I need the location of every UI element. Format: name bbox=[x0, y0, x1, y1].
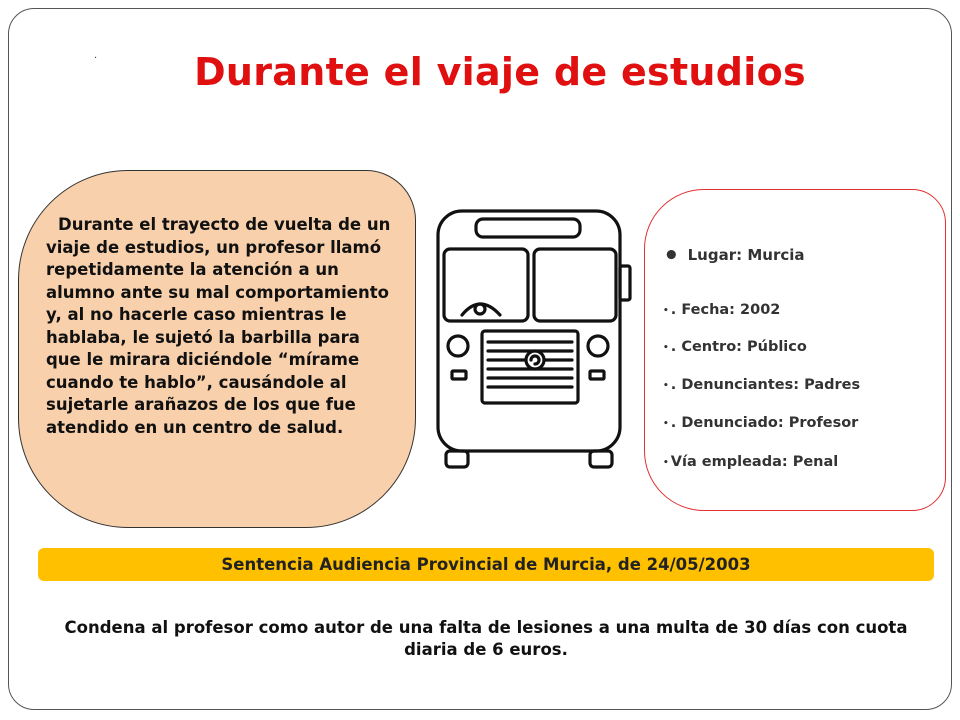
fact-school bbox=[663, 339, 807, 355]
story-text: Durante el trayecto de vuelta de un viaje de estudios, un profesor llamó repetidamente la atención a un alumno ante su mal comportamiento y, al no hacerle caso mientras le hablaba, le sujetó la barbilla para que le mirara diciéndole “mírame cuando te hablo”, causándole al sujetarle arañazos de los que fue atendido en un centro de salud. bbox=[46, 215, 391, 437]
fact-complainants-text: . Denunciantes: Padres bbox=[670, 377, 861, 393]
fact-accused-text: . Denunciado: Profesor bbox=[670, 415, 859, 431]
bullet-icon: • bbox=[663, 381, 669, 391]
fact-accused bbox=[663, 415, 858, 431]
fact-date-text: . Fecha: 2002 bbox=[670, 302, 781, 318]
bus-icon bbox=[432, 205, 642, 475]
fact-procedure-text: Vía empleada: Penal bbox=[670, 454, 839, 470]
fact-location-text: Lugar: Murcia bbox=[687, 246, 805, 264]
fact-date bbox=[663, 302, 780, 318]
bullet-icon: • bbox=[663, 458, 669, 468]
ruling-text: Condena al profesor como autor de una falta de lesiones a una multa de 30 días con cuota diaria de 6 euros. bbox=[64, 618, 908, 659]
slide-title: Durante el viaje de estudios bbox=[194, 50, 806, 94]
bullet-icon: • bbox=[663, 419, 669, 429]
fact-procedure bbox=[663, 454, 838, 470]
fact-complainants bbox=[663, 377, 860, 393]
corner-mark: . bbox=[94, 50, 98, 61]
fact-location bbox=[663, 241, 805, 271]
bullet-icon: • bbox=[663, 306, 669, 316]
sentence-title: Sentencia Audiencia Provincial de Murcia, de 24/05/2003 bbox=[221, 555, 751, 574]
bullet-icon: • bbox=[663, 241, 680, 271]
bullet-icon: • bbox=[663, 343, 669, 353]
fact-school-text: . Centro: Público bbox=[670, 339, 807, 355]
